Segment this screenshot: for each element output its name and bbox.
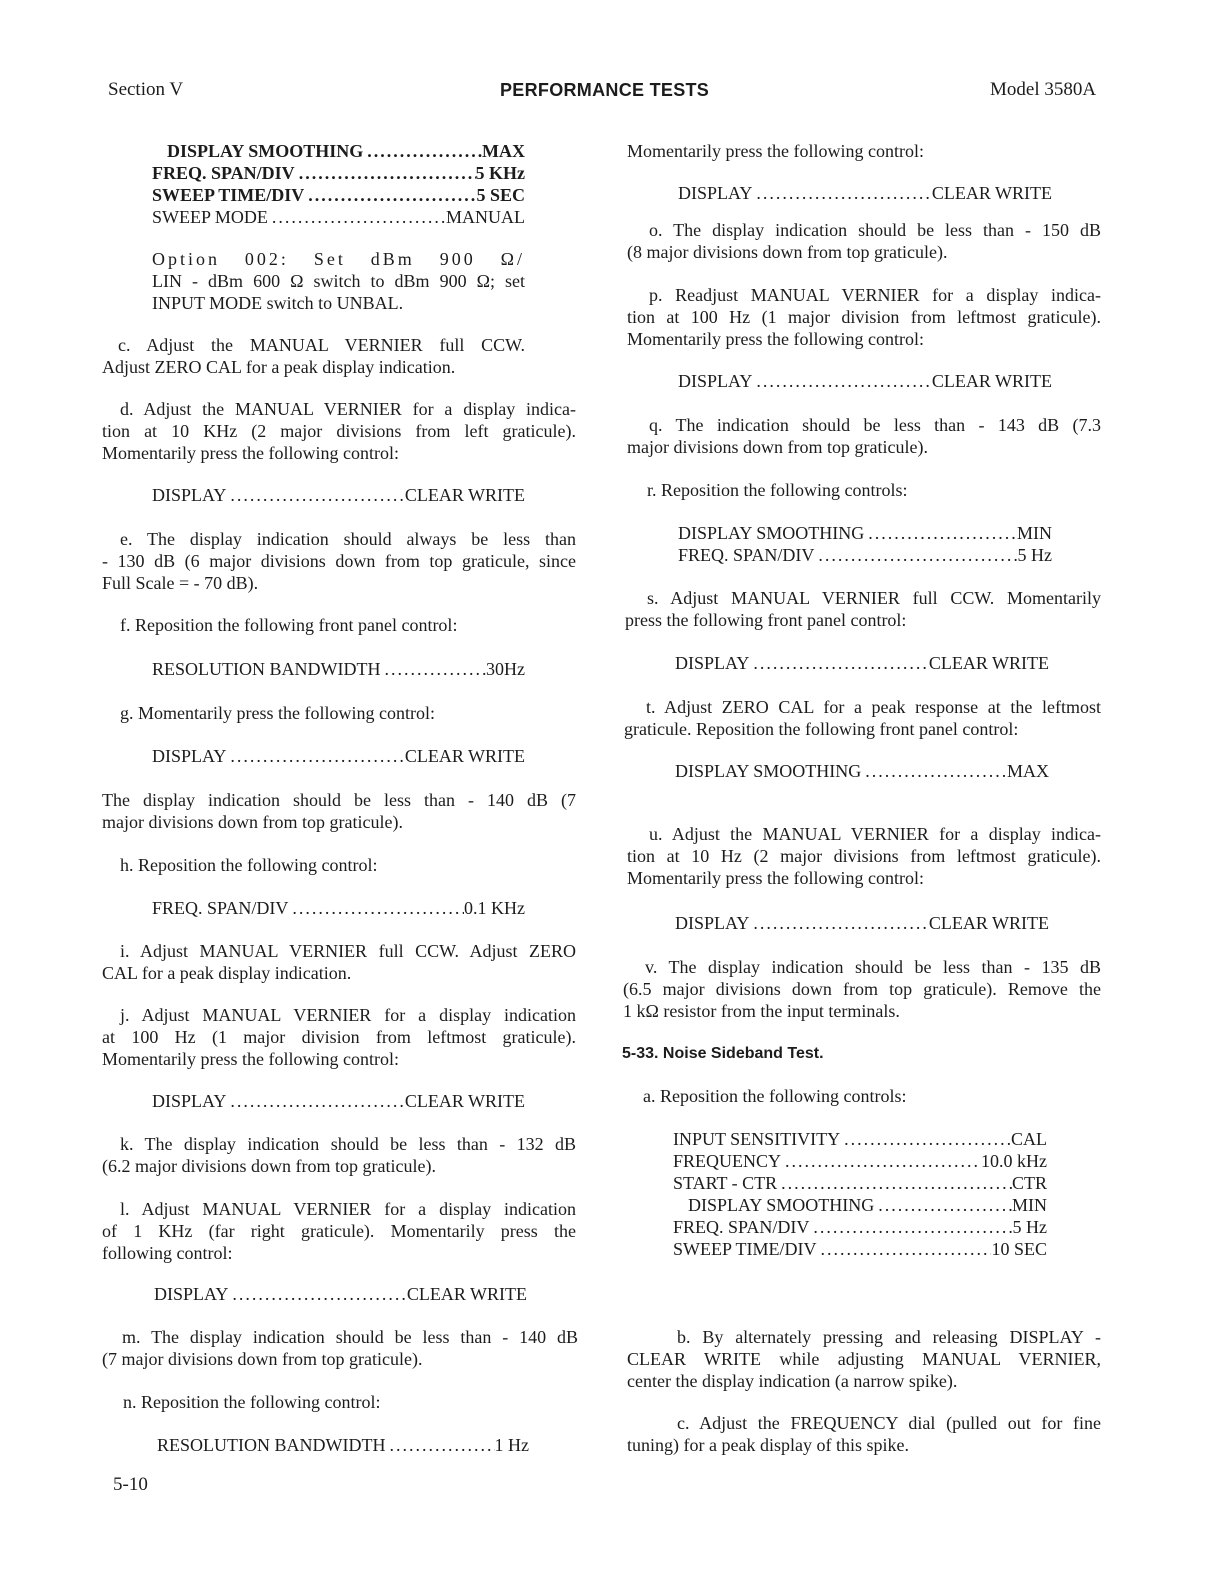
setting-row: RESOLUTION BANDWIDTH ..... 1 Hz [157, 1434, 529, 1456]
setting-row: FREQ. SPAN/DIV ..... 5 KHz [152, 162, 525, 184]
step-b: b. By alternately pressing and releasing DISPLAY - CLEAR WRITE while adjusting MANUAL VERNIER, center the display indication (a narrow spike). [627, 1327, 1101, 1391]
step-c-right: c. Adjust the FREQUENCY dial (pulled out for fine tuning) for a peak display of this spike. [627, 1413, 1101, 1455]
page-number: 5-10 [113, 1474, 148, 1495]
setting-row: FREQ. SPAN/DIV ..... 5 Hz [673, 1216, 1047, 1238]
setting-row: INPUT SENSITIVITY ..... CAL [673, 1128, 1047, 1150]
step-u: u. Adjust the MANUAL VERNIER for a display indica- tion at 10 Hz (2 major divisions from leftmost graticule). Momentarily press the following control: [627, 824, 1101, 888]
model-label: Model 3580A [990, 79, 1097, 100]
page-title: PERFORMANCE TESTS [500, 80, 710, 100]
setting-row: SWEEP MODE ..... MANUAL [152, 206, 525, 228]
step-m: m. The display indication should be less than - 140 dB (7 major divisions down from top graticule). [102, 1327, 578, 1369]
step-j: j. Adjust MANUAL VERNIER for a display indication at 100 Hz (1 major division from leftmost graticule). Momentarily press the following control: [102, 1005, 576, 1069]
step-g: g. Momentarily press the following control: [120, 703, 435, 723]
step-intro: Momentarily press the following control: [627, 141, 924, 161]
section-heading-noise-sideband: 5-33. Noise Sideband Test. [622, 1045, 824, 1062]
option-note: Option 002: Set dBm 900 Ω/ LIN - dBm 600 Ω switch to dBm 900 Ω; set INPUT MODE switch to UNBAL. [152, 249, 525, 313]
step-s: s. Adjust MANUAL VERNIER full CCW. Momentarily press the following front panel control: [625, 588, 1101, 630]
step-d: d. Adjust the MANUAL VERNIER for a display indica- tion at 10 KHz (2 major divisions from left graticule). Momentarily press the following control: [102, 399, 576, 463]
step-e: e. The display indication should always be less than - 130 dB (6 major divisions down from top graticule, since Full Scale = - 70 dB). [102, 529, 576, 593]
step-h: h. Reposition the following control: [120, 855, 378, 875]
setting-row: SWEEP TIME/DIV ..... 5 SEC [152, 184, 525, 206]
step-o: o. The display indication should be less than - 150 dB (8 major divisions down from top graticule). [627, 220, 1101, 262]
step-i: i. Adjust MANUAL VERNIER full CCW. Adjust ZERO CAL for a peak display indication. [102, 941, 576, 983]
setting-row: DISPLAY ..... CLEAR WRITE [675, 912, 1049, 934]
step-q: q. The indication should be less than - 143 dB (7.3 major divisions down from top graticule). [627, 415, 1101, 457]
setting-row: DISPLAY ..... CLEAR WRITE [154, 1283, 527, 1305]
setting-row: SWEEP TIME/DIV ..... 10 SEC [673, 1238, 1047, 1260]
step-c: c. Adjust the MANUAL VERNIER full CCW. Adjust ZERO CAL for a peak display indication. [102, 335, 525, 377]
step-a: a. Reposition the following controls: [643, 1086, 907, 1106]
setting-row: DISPLAY ..... CLEAR WRITE [152, 1090, 525, 1112]
step-p: p. Readjust MANUAL VERNIER for a display indica- tion at 100 Hz (1 major division from leftmost graticule). Momentarily press the following control: [627, 285, 1101, 349]
setting-row: FREQ. SPAN/DIV ..... 5 Hz [678, 544, 1052, 566]
setting-row: DISPLAY ..... CLEAR WRITE [152, 484, 525, 506]
step-n: n. Reposition the following control: [123, 1392, 381, 1412]
step-k: k. The display indication should be less than - 132 dB (6.2 major divisions down from top graticule). [102, 1134, 576, 1176]
setting-row: DISPLAY ..... CLEAR WRITE [675, 652, 1049, 674]
setting-row: DISPLAY ..... CLEAR WRITE [678, 182, 1052, 204]
setting-row: RESOLUTION BANDWIDTH ..... 30Hz [152, 658, 525, 680]
setting-row: FREQUENCY ..... 10.0 kHz [673, 1150, 1047, 1172]
setting-row: DISPLAY ..... CLEAR WRITE [678, 370, 1052, 392]
setting-row: DISPLAY SMOOTHING ..... MIN [688, 1194, 1047, 1216]
section-label: Section V [108, 79, 184, 100]
setting-row: START - CTR ..... CTR [673, 1172, 1047, 1194]
step-f: f. Reposition the following front panel control: [120, 615, 458, 635]
step-v: v. The display indication should be less than - 135 dB (6.5 major divisions down from top graticule). Remove the 1 kΩ resistor from the input terminals. [623, 957, 1101, 1021]
setting-row: DISPLAY SMOOTHING ..... MAX [167, 140, 525, 162]
setting-row: FREQ. SPAN/DIV ..... 0.1 KHz [152, 897, 525, 919]
setting-row: DISPLAY SMOOTHING ..... MAX [675, 760, 1049, 782]
setting-row: DISPLAY ..... CLEAR WRITE [152, 745, 525, 767]
step-t: t. Adjust ZERO CAL for a peak response at the leftmost graticule. Reposition the following front panel control: [624, 697, 1101, 739]
setting-row: DISPLAY SMOOTHING ..... MIN [678, 522, 1052, 544]
step-r: r. Reposition the following controls: [647, 480, 908, 500]
step-l: l. Adjust MANUAL VERNIER for a display indication of 1 KHz (far right graticule). Momentarily press the following control: [102, 1199, 576, 1263]
step-g-result: The display indication should be less than - 140 dB (7 major divisions down from top graticule). [102, 790, 576, 832]
